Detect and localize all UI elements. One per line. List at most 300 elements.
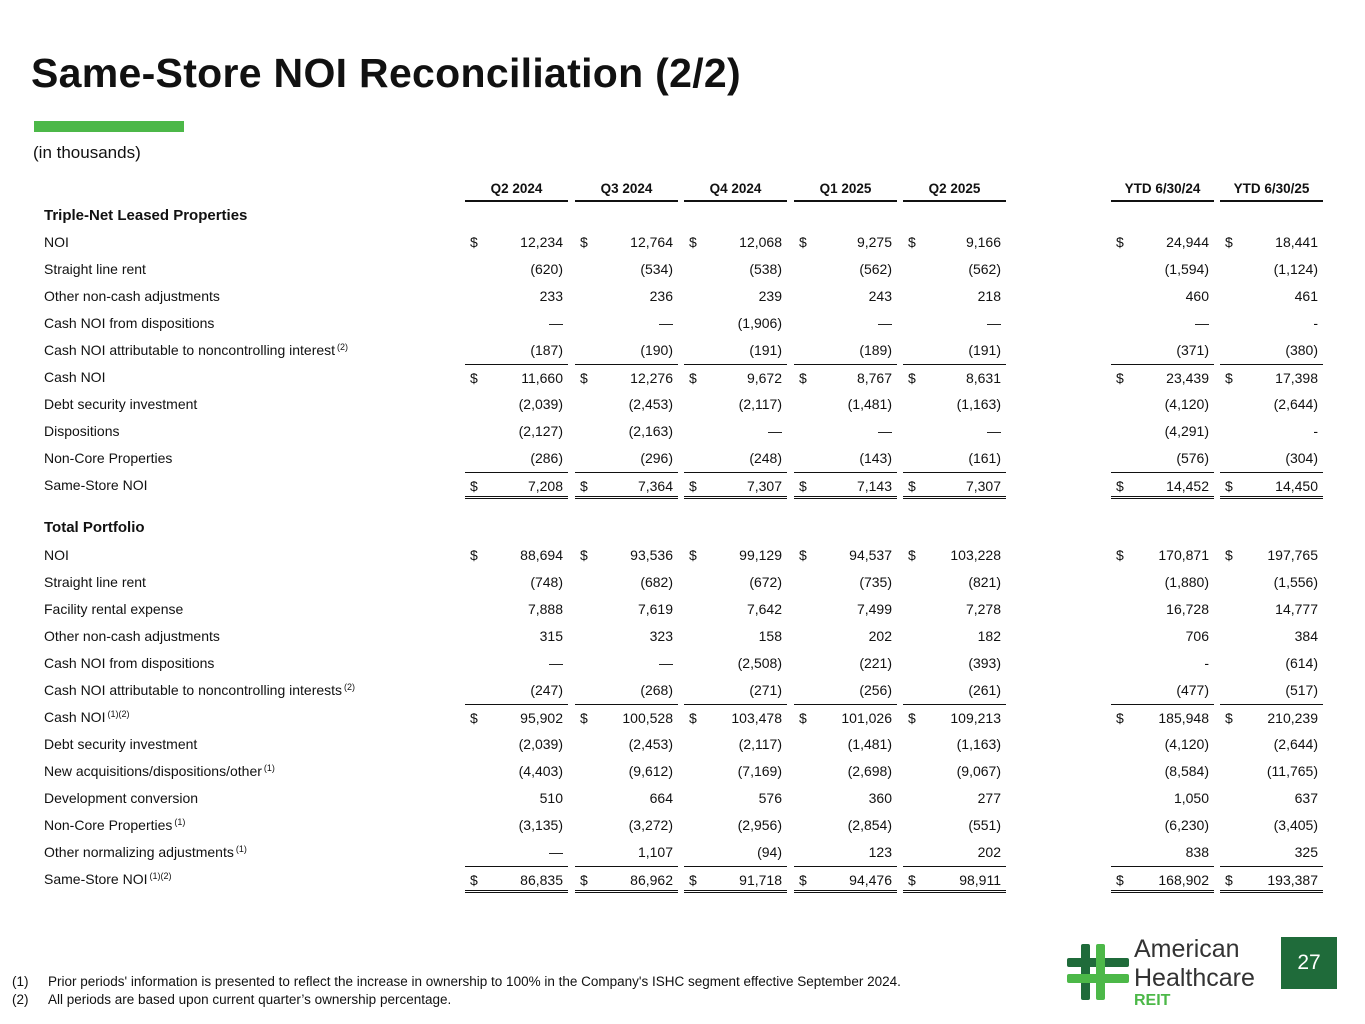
table-row xyxy=(0,418,1365,445)
currency-symbol: $ xyxy=(1116,710,1124,726)
table-cell xyxy=(903,337,1006,364)
table-cell xyxy=(1111,418,1214,445)
cell-value: 197,765 xyxy=(1267,547,1318,563)
table-cell xyxy=(1111,785,1214,812)
cell-value: 14,452 xyxy=(1166,478,1209,494)
table-cell xyxy=(575,596,678,623)
row-label xyxy=(44,256,146,283)
currency-symbol: $ xyxy=(1116,872,1124,888)
cell-value: 8,767 xyxy=(856,370,892,386)
cell-value: (248) xyxy=(749,450,782,466)
cell-value: 123 xyxy=(868,844,892,860)
table-cell xyxy=(684,650,787,677)
table-cell xyxy=(684,283,787,310)
cell-value: (1,594) xyxy=(1164,261,1209,277)
cell-value: — xyxy=(659,315,673,331)
table-cell xyxy=(465,785,568,812)
table-cell xyxy=(684,542,787,569)
cell-value: (271) xyxy=(749,682,782,698)
table-row xyxy=(0,596,1365,623)
cell-value: 7,143 xyxy=(856,478,892,494)
cell-value: - xyxy=(1313,315,1318,331)
table-row xyxy=(0,704,1365,731)
table-cell xyxy=(575,623,678,650)
table-cell xyxy=(465,229,568,256)
cell-value: 7,888 xyxy=(527,601,563,617)
row-label-text: Non-Core Properties xyxy=(44,450,173,466)
table-cell xyxy=(465,569,568,596)
table-cell xyxy=(1111,542,1214,569)
row-label-text: Cash NOI xyxy=(44,369,106,385)
table-cell xyxy=(575,391,678,418)
cell-value: (2,039) xyxy=(518,396,563,412)
row-label xyxy=(44,418,119,445)
table-cell xyxy=(575,839,678,866)
currency-symbol: $ xyxy=(580,370,588,386)
cell-value: 98,911 xyxy=(959,872,1001,888)
currency-symbol: $ xyxy=(799,478,807,494)
currency-symbol: $ xyxy=(470,872,478,888)
table-cell xyxy=(465,283,568,310)
cell-value: 95,902 xyxy=(520,710,563,726)
cell-value: 94,537 xyxy=(849,547,892,563)
currency-symbol: $ xyxy=(580,478,588,494)
cell-value: — xyxy=(768,423,782,439)
row-label-text: Cash NOI attributable to noncontrolling interest xyxy=(44,342,336,358)
cell-value: (1,906) xyxy=(737,315,782,331)
cell-value: (3,135) xyxy=(518,817,563,833)
row-label xyxy=(44,623,220,650)
table-cell xyxy=(465,704,568,731)
row-label-text: Same-Store NOI xyxy=(44,871,148,887)
table-cell xyxy=(465,623,568,650)
table-cell xyxy=(684,839,787,866)
table-row xyxy=(0,569,1365,596)
table-cell xyxy=(465,839,568,866)
cell-value: (534) xyxy=(640,261,673,277)
table-cell xyxy=(794,283,897,310)
table-cell xyxy=(794,256,897,283)
cell-value: 100,528 xyxy=(622,710,673,726)
cell-value: (517) xyxy=(1285,682,1318,698)
currency-symbol: $ xyxy=(799,547,807,563)
cell-value: 103,478 xyxy=(731,710,782,726)
cell-value: 838 xyxy=(1185,844,1209,860)
row-label-text: Dispositions xyxy=(44,423,120,439)
table-cell xyxy=(1220,650,1323,677)
cell-value: (562) xyxy=(968,261,1001,277)
footnote-number: (1) xyxy=(12,974,29,989)
table-row xyxy=(0,785,1365,812)
cell-value: (371) xyxy=(1176,342,1209,358)
row-label-text: Other normalizing adjustments xyxy=(44,844,234,860)
cell-value: 99,129 xyxy=(739,547,782,563)
table-cell xyxy=(794,785,897,812)
cell-value: 706 xyxy=(1185,628,1209,644)
table-row xyxy=(0,229,1365,256)
table-cell xyxy=(1220,704,1323,731)
table-cell xyxy=(1111,812,1214,839)
row-label-text: Debt security investment xyxy=(44,736,198,752)
table-cell xyxy=(1111,445,1214,472)
cell-value: 218 xyxy=(977,288,1001,304)
table-cell xyxy=(465,364,568,391)
table-cell xyxy=(575,866,678,893)
cell-value: (2,644) xyxy=(1273,396,1318,412)
footnote-ref: (1) xyxy=(263,763,275,773)
cell-value: 86,962 xyxy=(630,872,673,888)
table-cell xyxy=(684,256,787,283)
cell-value: 236 xyxy=(649,288,673,304)
row-label xyxy=(44,731,197,758)
table-cell xyxy=(575,758,678,785)
cell-value: (620) xyxy=(530,261,563,277)
cell-value: (735) xyxy=(859,574,892,590)
table-cell xyxy=(1220,542,1323,569)
cell-value: (2,956) xyxy=(737,817,782,833)
footnote-ref: (1) xyxy=(174,817,186,827)
cell-value: (187) xyxy=(530,342,563,358)
cell-value: 12,068 xyxy=(739,234,782,250)
cell-value: — xyxy=(549,844,563,860)
table-cell xyxy=(1220,812,1323,839)
cell-value: (3,272) xyxy=(628,817,673,833)
footnote-text: Prior periods' information is presented to reflect the increase in ownership to 100% in the Company's ISHC segment effective September 2024. xyxy=(48,974,901,989)
cell-value: 17,398 xyxy=(1275,370,1318,386)
table-row xyxy=(0,623,1365,650)
table-cell xyxy=(684,310,787,337)
currency-symbol: $ xyxy=(689,710,697,726)
column-header: Q2 2025 xyxy=(903,180,1006,202)
cell-value: 7,307 xyxy=(746,478,782,494)
currency-symbol: $ xyxy=(470,234,478,250)
cell-value: (2,644) xyxy=(1273,736,1318,752)
cell-value: (304) xyxy=(1285,450,1318,466)
cell-value: (562) xyxy=(859,261,892,277)
row-label xyxy=(44,839,247,866)
currency-symbol: $ xyxy=(1225,478,1233,494)
table-row xyxy=(0,364,1365,391)
cell-value: (8,584) xyxy=(1164,763,1209,779)
row-label xyxy=(44,337,348,364)
cell-value: 14,777 xyxy=(1275,601,1318,617)
cell-value: (821) xyxy=(968,574,1001,590)
cell-value: (4,120) xyxy=(1164,396,1209,412)
table-cell xyxy=(1111,283,1214,310)
table-cell xyxy=(903,283,1006,310)
cell-value: 7,642 xyxy=(746,601,782,617)
table-cell xyxy=(903,812,1006,839)
table-row xyxy=(0,731,1365,758)
cell-value: (256) xyxy=(859,682,892,698)
cell-value: - xyxy=(1313,423,1318,439)
cell-value: 93,536 xyxy=(630,547,673,563)
table-cell xyxy=(1220,310,1323,337)
row-label xyxy=(44,758,275,785)
cell-value: 91,718 xyxy=(739,872,782,888)
table-cell xyxy=(1220,418,1323,445)
row-label-text: Cash NOI attributable to noncontrolling interests xyxy=(44,682,343,698)
table-cell xyxy=(465,337,568,364)
cell-value: (296) xyxy=(640,450,673,466)
table-cell xyxy=(903,650,1006,677)
table-cell xyxy=(903,677,1006,704)
row-label xyxy=(44,866,171,893)
row-label xyxy=(44,569,146,596)
cell-value: 24,944 xyxy=(1166,234,1209,250)
table-cell xyxy=(1220,391,1323,418)
cell-value: (190) xyxy=(640,342,673,358)
table-cell xyxy=(575,472,678,499)
cell-value: (3,405) xyxy=(1273,817,1318,833)
table-cell xyxy=(1111,731,1214,758)
cell-value: 12,276 xyxy=(630,370,673,386)
currency-symbol: $ xyxy=(689,478,697,494)
footnote-ref: (2) xyxy=(344,682,356,692)
row-label-text: Same-Store NOI xyxy=(44,477,148,493)
table-cell xyxy=(794,418,897,445)
currency-symbol: $ xyxy=(1116,478,1124,494)
table-cell xyxy=(575,337,678,364)
row-label xyxy=(44,677,355,704)
currency-symbol: $ xyxy=(908,234,916,250)
table-cell xyxy=(1220,283,1323,310)
cell-value: (682) xyxy=(640,574,673,590)
cell-value: (4,291) xyxy=(1164,423,1209,439)
table-cell xyxy=(903,472,1006,499)
table-cell xyxy=(1220,677,1323,704)
cell-value: 510 xyxy=(539,790,563,806)
footnote-text: All periods are based upon current quarter’s ownership percentage. xyxy=(48,992,452,1007)
table-row xyxy=(0,472,1365,499)
currency-symbol: $ xyxy=(470,370,478,386)
table-cell xyxy=(794,731,897,758)
cell-value: 202 xyxy=(977,844,1001,860)
cell-value: (2,117) xyxy=(738,396,782,412)
cell-value: 182 xyxy=(977,628,1001,644)
cell-value: (11,765) xyxy=(1266,763,1318,779)
currency-symbol: $ xyxy=(799,872,807,888)
table-cell xyxy=(1220,596,1323,623)
table-row xyxy=(0,812,1365,839)
currency-symbol: $ xyxy=(1225,710,1233,726)
table-cell xyxy=(575,704,678,731)
table-cell xyxy=(1220,623,1323,650)
currency-symbol: $ xyxy=(1116,234,1124,250)
cell-value: 185,948 xyxy=(1158,710,1209,726)
row-label xyxy=(44,310,214,337)
row-label xyxy=(44,472,147,499)
cell-value: (1,481) xyxy=(847,396,892,412)
currency-symbol: $ xyxy=(689,872,697,888)
table-row xyxy=(0,758,1365,785)
title-accent-bar xyxy=(34,121,184,132)
cell-value: 88,694 xyxy=(520,547,563,563)
table-cell xyxy=(794,596,897,623)
table-cell xyxy=(575,418,678,445)
table-row xyxy=(0,256,1365,283)
table-cell xyxy=(575,731,678,758)
table-cell xyxy=(794,677,897,704)
cell-value: (2,453) xyxy=(628,396,673,412)
table-cell xyxy=(794,310,897,337)
table-cell xyxy=(465,391,568,418)
cell-value: 325 xyxy=(1294,844,1318,860)
table-cell xyxy=(794,364,897,391)
table-cell xyxy=(465,650,568,677)
cell-value: (286) xyxy=(530,450,563,466)
row-label xyxy=(44,445,172,472)
cell-value: 158 xyxy=(758,628,782,644)
cell-value: 9,672 xyxy=(746,370,782,386)
cell-value: (1,124) xyxy=(1273,261,1318,277)
page-title: Same-Store NOI Reconciliation (2/2) xyxy=(31,50,741,96)
table-cell xyxy=(1111,229,1214,256)
table-cell xyxy=(684,731,787,758)
table-cell xyxy=(465,596,568,623)
table-row xyxy=(0,677,1365,704)
column-header: Q2 2024 xyxy=(465,180,568,202)
cell-value: 101,026 xyxy=(841,710,892,726)
cell-value: (380) xyxy=(1285,342,1318,358)
cell-value: (393) xyxy=(968,655,1001,671)
currency-symbol: $ xyxy=(470,478,478,494)
currency-symbol: $ xyxy=(1225,547,1233,563)
table-cell xyxy=(1220,731,1323,758)
table-cell xyxy=(684,569,787,596)
cell-value: 7,499 xyxy=(856,601,892,617)
table-cell xyxy=(903,839,1006,866)
table-cell xyxy=(1220,839,1323,866)
table-cell xyxy=(903,785,1006,812)
table-cell xyxy=(465,256,568,283)
currency-symbol: $ xyxy=(1225,872,1233,888)
table-cell xyxy=(575,445,678,472)
row-label-text: Cash NOI xyxy=(44,709,106,725)
table-cell xyxy=(684,418,787,445)
table-cell xyxy=(575,256,678,283)
table-cell xyxy=(903,364,1006,391)
currency-symbol: $ xyxy=(1225,234,1233,250)
logo-wordmark xyxy=(1134,935,1255,993)
cell-value: 86,835 xyxy=(520,872,563,888)
section-title: Total Portfolio xyxy=(44,519,145,536)
section-title: Triple-Net Leased Properties xyxy=(44,207,248,224)
cell-value: — xyxy=(659,655,673,671)
cell-value: — xyxy=(1195,315,1209,331)
cell-value: 461 xyxy=(1294,288,1318,304)
cell-value: (538) xyxy=(749,261,782,277)
table-cell xyxy=(465,542,568,569)
cell-value: 9,166 xyxy=(965,234,1001,250)
table-cell xyxy=(684,758,787,785)
table-cell xyxy=(794,650,897,677)
cell-value: 202 xyxy=(868,628,892,644)
table-cell xyxy=(575,677,678,704)
table-cell xyxy=(903,445,1006,472)
table-row xyxy=(0,839,1365,866)
table-cell xyxy=(465,758,568,785)
table-cell xyxy=(794,623,897,650)
cell-value: (2,039) xyxy=(518,736,563,752)
cell-value: (1,163) xyxy=(956,736,1001,752)
table-cell xyxy=(1220,866,1323,893)
cell-value: 360 xyxy=(868,790,892,806)
cell-value: 576 xyxy=(758,790,782,806)
table-cell xyxy=(903,704,1006,731)
currency-symbol: $ xyxy=(799,370,807,386)
currency-symbol: $ xyxy=(908,710,916,726)
table-cell xyxy=(684,391,787,418)
table-cell xyxy=(684,785,787,812)
table-cell xyxy=(575,785,678,812)
currency-symbol: $ xyxy=(908,478,916,494)
cell-value: (94) xyxy=(757,844,782,860)
cell-value: (477) xyxy=(1176,682,1209,698)
cell-value: 168,902 xyxy=(1158,872,1209,888)
table-cell xyxy=(575,364,678,391)
cell-value: — xyxy=(549,655,563,671)
cell-value: 12,764 xyxy=(630,234,673,250)
table-cell xyxy=(1111,472,1214,499)
row-label-text: Cash NOI from dispositions xyxy=(44,655,215,671)
table-cell xyxy=(684,866,787,893)
cell-value: (614) xyxy=(1285,655,1318,671)
table-cell xyxy=(1111,650,1214,677)
table-cell xyxy=(1220,472,1323,499)
cell-value: 1,107 xyxy=(637,844,673,860)
row-label xyxy=(44,704,129,731)
footnote-ref: (1)(2) xyxy=(107,709,130,719)
row-label xyxy=(44,364,105,391)
currency-symbol: $ xyxy=(908,547,916,563)
row-label-text: New acquisitions/dispositions/other xyxy=(44,763,262,779)
cell-value: (7,169) xyxy=(737,763,782,779)
cell-value: 277 xyxy=(977,790,1001,806)
row-label-text: Debt security investment xyxy=(44,396,198,412)
table-cell xyxy=(1220,758,1323,785)
table-cell xyxy=(575,542,678,569)
cell-value: — xyxy=(987,423,1001,439)
currency-symbol: $ xyxy=(1116,547,1124,563)
cell-value: 16,728 xyxy=(1166,601,1209,617)
table-cell xyxy=(903,731,1006,758)
table-cell xyxy=(684,677,787,704)
row-label-text: Other non-cash adjustments xyxy=(44,628,220,644)
row-label-text: Facility rental expense xyxy=(44,601,184,617)
cell-value: (2,698) xyxy=(847,763,892,779)
table-cell xyxy=(465,310,568,337)
cell-value: 9,275 xyxy=(856,234,892,250)
currency-symbol: $ xyxy=(470,710,478,726)
cell-value: (247) xyxy=(530,682,563,698)
cell-value: (672) xyxy=(749,574,782,590)
cell-value: 460 xyxy=(1185,288,1209,304)
table-cell xyxy=(1111,310,1214,337)
cell-value: (9,067) xyxy=(956,763,1001,779)
table-cell xyxy=(794,866,897,893)
cell-value: — xyxy=(878,423,892,439)
cell-value: 7,208 xyxy=(527,478,563,494)
currency-symbol: $ xyxy=(799,710,807,726)
currency-symbol: $ xyxy=(580,234,588,250)
table-cell xyxy=(794,704,897,731)
column-header: YTD 6/30/25 xyxy=(1220,180,1323,202)
cell-value: (2,117) xyxy=(738,736,782,752)
table-cell xyxy=(1220,229,1323,256)
cell-value: — xyxy=(878,315,892,331)
currency-symbol: $ xyxy=(1116,370,1124,386)
